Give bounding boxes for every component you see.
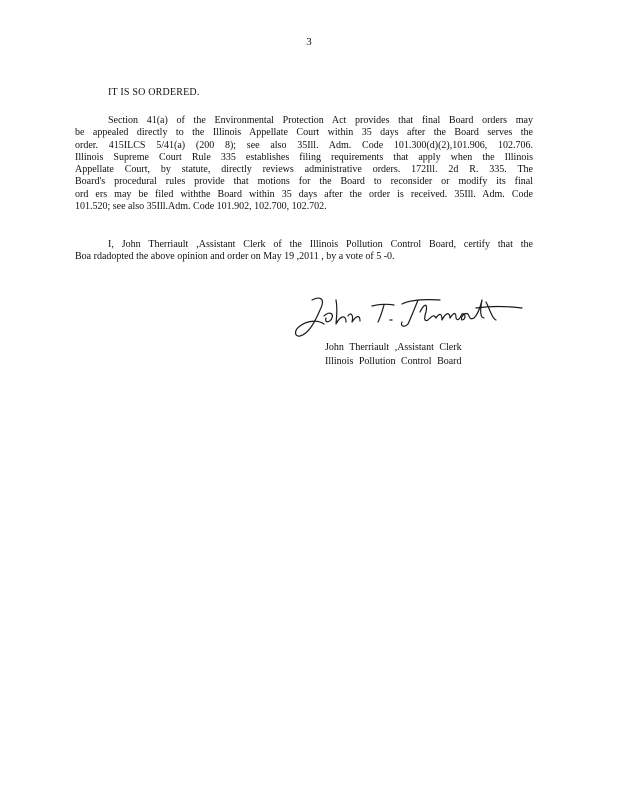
paragraph-line: Appellate Court, by statute, directly reviews administrative orders. 172Ill. 2d R. 335. The: [75, 164, 533, 176]
paragraph-line: I, John Therriault ,Assistant Clerk of the Illinois Pollution Control Board, certify that the: [108, 239, 533, 250]
signature-block: [325, 341, 462, 368]
paragraph-line: Board's procedural rules provide that motions for the Board to reconsider or modify its final: [75, 176, 533, 188]
it-is-so-ordered: IT IS SO ORDERED.: [108, 87, 200, 98]
signer-organization: Illinois Pollution Control Board: [325, 355, 462, 367]
paragraph-line: Boa rdadopted the above opinion and order on May 19 ,2011 , by a vote of 5 -0.: [75, 251, 395, 263]
handwritten-signature: [290, 290, 530, 346]
appeal-paragraph: [75, 115, 533, 213]
signer-name-title: John Therriault ,Assistant Clerk: [325, 342, 462, 353]
paragraph-line: order. 415ILCS 5/41(a) (200 8); see also 35Ill. Adm. Code 101.300(d)(2),101.906, 102.706.: [75, 139, 533, 151]
paragraph-line: ord ers may be filed withthe Board within 35 days after the order is received. 35Ill. Adm. Code: [75, 188, 533, 200]
paragraph-line: 101.520; see also 35Ill.Adm. Code 101.902, 102.700, 102.702.: [75, 201, 327, 213]
paragraph-line: Illinois Supreme Court Rule 335 establishes filing requirements that apply when the Illinois: [75, 151, 533, 163]
page-number: 3: [306, 36, 312, 48]
certification-paragraph: [75, 239, 533, 264]
paragraph-line: Section 41(a) of the Environmental Protection Act provides that final Board orders may: [108, 115, 533, 126]
paragraph-line: be appealed directly to the Illinois Appellate Court within 35 days after the Board serves the: [75, 127, 533, 139]
